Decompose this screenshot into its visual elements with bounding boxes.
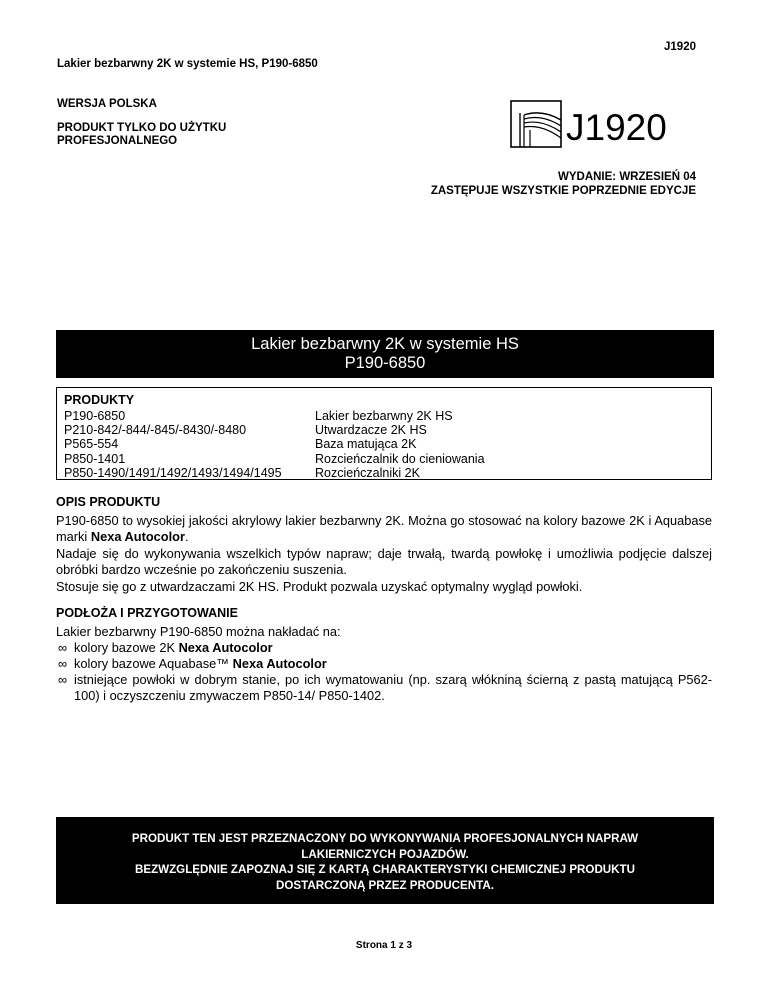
warning-line-4: DOSTARCZONĄ PRZEZ PRODUCENTA. [276, 878, 494, 892]
product-code: P565-554 [64, 437, 119, 452]
professional-use-line-1: PRODUKT TYLKO DO UŻYTKU [57, 122, 227, 134]
bullet-text: kolory bazowe Aquabase™ [74, 656, 233, 671]
substrates-heading: PODŁOŻA I PRZYGOTOWANIE [56, 606, 238, 620]
page-number: Strona 1 z 3 [355, 940, 413, 951]
products-codes-column [64, 409, 282, 480]
product-code: P850-1490/1491/1492/1493/1494/1495 [64, 465, 282, 480]
title-banner [56, 330, 714, 378]
bullet-text: kolory bazowe 2K [74, 640, 179, 655]
safety-warning-banner [56, 817, 714, 904]
infinity-bullet-icon: ∞ [58, 656, 68, 671]
product-name: Lakier bezbarwny 2K HS [315, 409, 453, 423]
description-heading: OPIS PRODUKTU [56, 495, 161, 509]
brand-name: Nexa Autocolor [178, 640, 273, 655]
substrate-bullet-2 [56, 656, 712, 672]
language-version: WERSJA POLSKA [57, 98, 157, 110]
product-name: Baza matująca 2K [315, 437, 417, 452]
infinity-bullet-icon: ∞ [58, 640, 68, 655]
warning-line-2: LAKIERNICZYCH POJAZDÓW. [301, 847, 469, 861]
document-code: J1920 [664, 41, 696, 53]
description-paragraph-1 [56, 513, 712, 546]
bullet-text: istniejące powłoki w dobrym stanie, po ich wymatowaniu (np. szarą włókniną ścierną z pastą matującą P562-100) i oczyszczeniu zmywaczem P850-14/ P850-1402. [74, 672, 712, 704]
product-name: Rozcieńczalniki 2K [315, 465, 420, 480]
edition-supersedes: ZASTĘPUJE WSZYSTKIE POPRZEDNIE EDYCJE [430, 185, 696, 197]
description-paragraph-3: Stosuje się go z utwardzaczami 2K HS. Produkt pozwala uzyskać optymalny wygląd powłoki. [56, 579, 583, 594]
products-names-column [315, 409, 485, 480]
substrate-bullet-3 [56, 672, 712, 705]
products-heading: PRODUKTY [64, 393, 135, 407]
products-box [56, 387, 712, 480]
warning-line-1: PRODUKT TEN JEST PRZEZNACZONY DO WYKONYWANIA PROFESJONALNYCH NAPRAW [131, 832, 639, 845]
book-logo-icon [510, 100, 562, 148]
brand-name: Nexa Autocolor [232, 656, 327, 671]
product-code: P210-842/-844/-845/-8430/-8480 [64, 423, 247, 438]
professional-use-notice [57, 122, 287, 148]
professional-use-line-2: PROFESJONALNEGO [57, 135, 178, 147]
description-text: P190-6850 to wysokiej jakości akrylowy lakier bezbarwny 2K. Można go stosować na kolory bazowe 2K i Aquabase marki [56, 513, 712, 545]
description-end: . [184, 529, 189, 545]
brand-name: Nexa Autocolor [90, 529, 185, 545]
logo-document-code: J1920 [566, 107, 667, 148]
substrate-bullet-1 [56, 640, 712, 656]
banner-title: Lakier bezbarwny 2K w systemie HS [251, 335, 519, 353]
banner-product-code: P190-6850 [344, 354, 426, 372]
product-code: P190-6850 [64, 409, 126, 423]
edition-info [431, 170, 696, 198]
substrates-intro: Lakier bezbarwny P190-6850 można nakładać na: [56, 624, 341, 639]
product-name: Rozcieńczalnik do cieniowania [315, 451, 485, 466]
product-name: Utwardzacze 2K HS [315, 423, 427, 438]
header-title: Lakier bezbarwny 2K w systemie HS, P190-6850 [57, 58, 318, 70]
infinity-bullet-icon: ∞ [58, 672, 68, 687]
warning-line-3: BEZWZGLĘDNIE ZAPOZNAJ SIĘ Z KARTĄ CHARAKTERYSTYKI CHEMICZNEJ PRODUKTU [134, 863, 636, 876]
edition-date: WYDANIE: WRZESIEŃ 04 [557, 171, 696, 183]
description-paragraph-2: Nadaje się do wykonywania wszelkich typów napraw; daje trwałą, twardą powłokę i umożliwia podjęcie dalszej obróbki bardzo wcześnie po zakończeniu suszenia. [56, 546, 712, 578]
product-code: P850-1401 [64, 451, 126, 466]
